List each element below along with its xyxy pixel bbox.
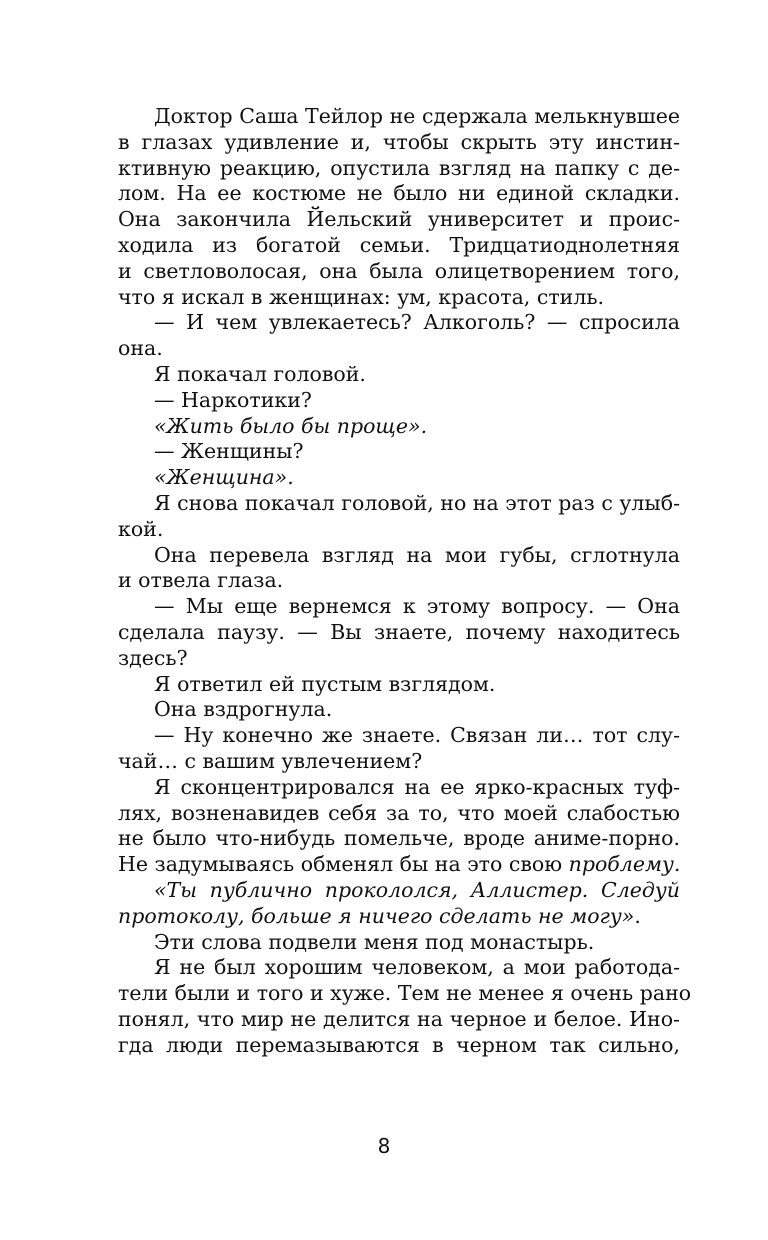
text-line: Эти слова подвели меня под монастырь. — [154, 929, 595, 954]
text-line-part: Не задумываясь обменял бы на это свою — [118, 852, 569, 877]
text-line: Доктор Саша Тейлор не сдержала мелькнувшее — [154, 104, 680, 128]
text-line: лях, возненавидев себя за то, что моей слабостью — [118, 800, 680, 825]
text-line: чай… с вашим увлечением? — [118, 748, 423, 773]
text-line — [118, 852, 680, 878]
text-line: Она закончила Йельский университет и проис- — [118, 207, 680, 232]
text-line: понял, что мир не делится на черное и белое. Ино- — [118, 1006, 680, 1031]
text-line: — Мы еще вернемся к этому вопросу. — Она — [154, 594, 680, 619]
text-line: — Женщины? — [154, 439, 304, 464]
text-line: Я сконцентрировался на ее ярко-красных туф- — [154, 774, 680, 799]
text-line: в глазах удивление и, чтобы скрыть эту инстин- — [118, 129, 680, 154]
text-line: Я покачал головой. — [154, 361, 366, 386]
text-line: не было что-нибудь помельче, вроде аниме-порно. — [118, 826, 680, 851]
text-line: ктивную реакцию, опустила взгляд на папку с де- — [118, 155, 680, 180]
text-line: кой. — [118, 516, 164, 541]
text-line: «Жить было бы проще». — [154, 413, 428, 438]
text-line: протоколу, больше я ничего сделать не могу». — [118, 903, 641, 928]
text-line: лом. На ее костюме не было ни единой складки. — [118, 181, 680, 206]
text-line: тели были и того и хуже. Тем не менее я очень рано — [118, 981, 692, 1006]
text-line: — И чем увлекаетесь? Алкоголь? — спросила — [154, 310, 680, 335]
text-line: Я снова покачал головой, но на этот раз с улыб- — [154, 490, 680, 515]
text-line: здесь? — [118, 645, 188, 670]
page-number: 8 — [377, 1134, 391, 1158]
text-line: Она вздрогнула. — [154, 697, 333, 722]
text-line: и светловолосая, она была олицетворением того, — [118, 258, 680, 283]
text-line: Я ответил ей пустым взглядом. — [154, 671, 496, 696]
text-line: — Наркотики? — [154, 387, 312, 412]
text-line-italic-part: проблему. — [568, 852, 681, 877]
text-line: что я искал в женщинах: ум, красота, стиль. — [118, 284, 605, 309]
text-line: «Ты публично прокололся, Аллистер. Следуй — [154, 877, 680, 902]
text-line: — Ну конечно же знаете. Связан ли… тот слу- — [154, 723, 680, 748]
text-line: ходила из богатой семьи. Тридцатиоднолетняя — [118, 232, 680, 257]
text-line: и отвела глаза. — [118, 568, 284, 593]
text-line: «Женщина». — [154, 465, 294, 490]
text-line: Я не был хорошим человеком, а мои работода- — [154, 955, 680, 980]
text-line: гда люди перемазываются в черном так сильно, — [118, 1032, 680, 1057]
text-line: она. — [118, 336, 163, 361]
text-line: сделала паузу. — Вы знаете, почему находитесь — [118, 619, 680, 644]
text-line: Она перевела взгляд на мои губы, сглотнула — [154, 542, 680, 567]
page-text — [118, 104, 692, 1058]
